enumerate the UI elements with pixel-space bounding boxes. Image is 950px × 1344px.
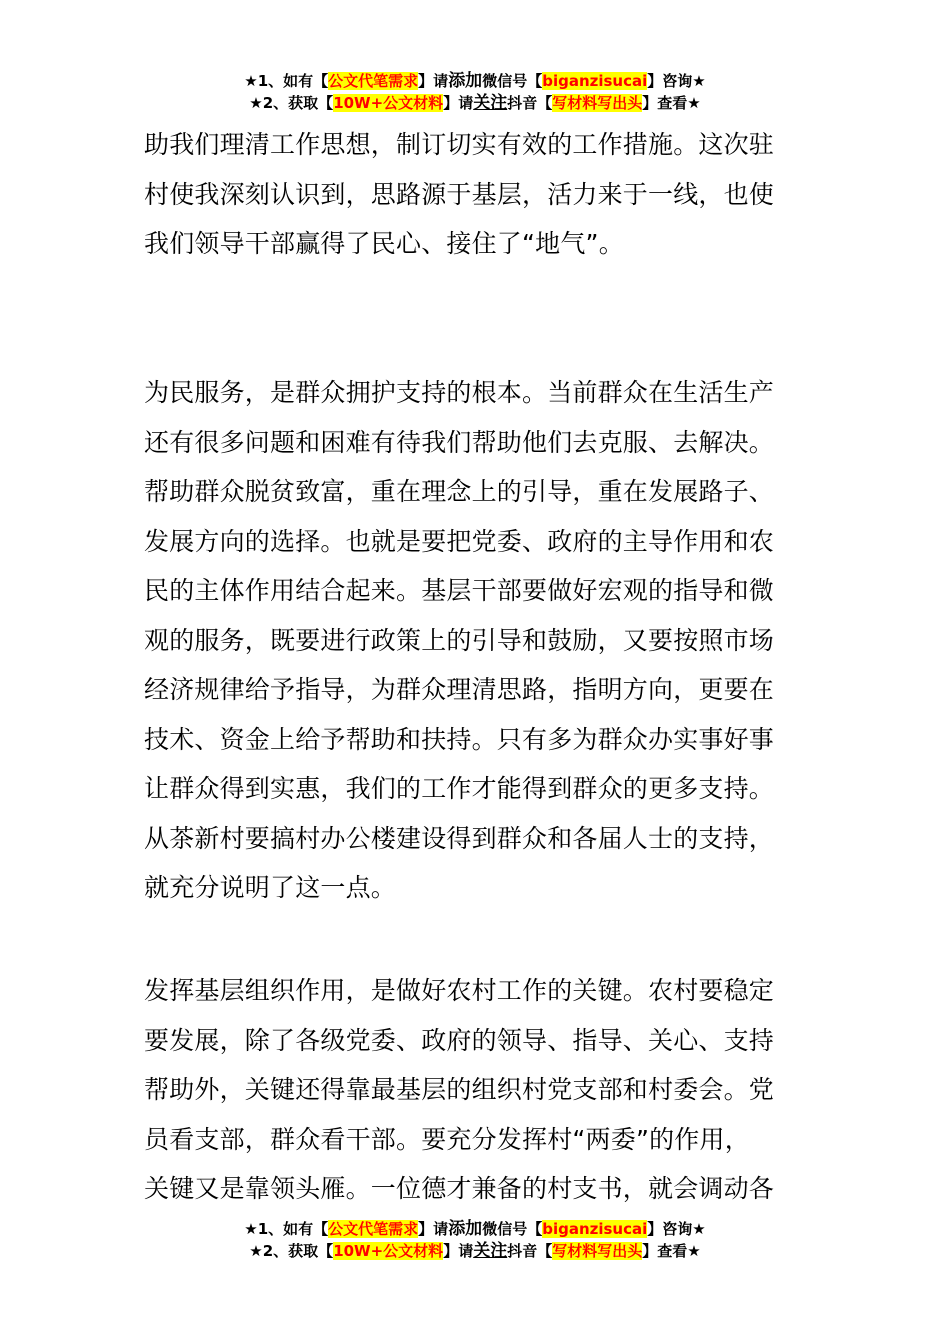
- banner-text: 】请: [418, 1220, 449, 1238]
- banner-highlight: biganzisucai: [542, 72, 648, 90]
- text-line: 村使我深刻认识到，思路源于基层，活力来于一线，也使: [144, 179, 775, 209]
- banner-highlight: 10W+公文材料: [333, 94, 444, 112]
- banner-highlight: biganzisucai: [542, 1220, 648, 1238]
- text-line: 关键又是靠领头雁。一位德才兼备的村支书，就会调动各: [144, 1174, 775, 1203]
- banner-text: 】查看★: [642, 1242, 701, 1260]
- header-banner-line-2: [0, 92, 950, 114]
- text-line: 帮助群众脱贫致富，重在理念上的引导，重在发展路子、: [144, 477, 775, 506]
- text-line: 还有很多问题和困难有待我们帮助他们去克服、去解决。: [144, 427, 775, 457]
- banner-text: 】请: [418, 72, 449, 90]
- text-line: 助我们理清工作思想，制订切实有效的工作措施。这次驻: [144, 130, 775, 159]
- footer-banner-line-1: [0, 1218, 950, 1240]
- text-line: 让群众得到实惠，我们的工作才能得到群众的更多支持。: [144, 774, 775, 803]
- text-line: 从茶新村要搞村办公楼建设得到群众和各届人士的支持，: [144, 823, 775, 853]
- banner-text: ★1、如有【: [244, 72, 329, 90]
- text-line: 民的主体作用结合起来。基层干部要做好宏观的指导和微: [144, 576, 775, 605]
- banner-text: 抖音【: [507, 1242, 553, 1260]
- text-line: 经济规律给予指导，为群众理清思路，指明方向，更要在: [144, 675, 775, 704]
- text-line: 要发展，除了各级党委、政府的领导、指导、关心、支持: [144, 1025, 775, 1055]
- banner-text: 】请: [443, 94, 474, 112]
- banner-emphasis: 添加: [448, 71, 483, 91]
- text-line: 帮助外，关键还得靠最基层的组织村党支部和村委会。党: [144, 1075, 775, 1104]
- footer-banner-line-2: [0, 1240, 950, 1262]
- banner-highlight: 公文代笔需求: [328, 1220, 419, 1238]
- text-line: 我们领导干部赢得了民心、接住了“地气”。: [144, 229, 624, 258]
- text-line: 为民服务，是群众拥护支持的根本。当前群众在生活生产: [144, 378, 775, 407]
- text-line: 发展方向的选择。也就是要把党委、政府的主导作用和农: [144, 526, 775, 556]
- footer-banner: [0, 1218, 950, 1262]
- banner-text: ★2、获取【: [249, 94, 334, 112]
- banner-highlight: 写材料写出头: [552, 1242, 643, 1260]
- banner-highlight: 写材料写出头: [552, 94, 643, 112]
- banner-highlight: 10W+公文材料: [333, 1242, 444, 1260]
- banner-text: 抖音【: [507, 94, 553, 112]
- banner-text: ★1、如有【: [244, 1220, 329, 1238]
- banner-highlight: 公文代笔需求: [328, 72, 419, 90]
- banner-text: 微信号【: [482, 1220, 543, 1238]
- text-line: 就充分说明了这一点。: [144, 873, 397, 902]
- banner-emphasis: 添加: [448, 1219, 483, 1239]
- banner-text: 】查看★: [642, 94, 701, 112]
- banner-emphasis: 关注: [473, 93, 508, 113]
- text-line: 员看支部，群众看干部。要充分发挥村“两委”的作用，: [144, 1124, 750, 1154]
- text-line: 发挥基层组织作用，是做好农村工作的关键。农村要稳定: [144, 976, 775, 1005]
- banner-emphasis: 关注: [473, 1241, 508, 1261]
- header-banner-line-1: [0, 70, 950, 92]
- header-banner: [0, 70, 950, 114]
- text-line: 技术、资金上给予帮助和扶持。只有多为群众办实事好事: [144, 724, 775, 754]
- banner-text: ★2、获取【: [249, 1242, 334, 1260]
- banner-text: 】咨询★: [647, 1220, 706, 1238]
- paragraph-1: [144, 120, 809, 269]
- banner-text: 】咨询★: [647, 72, 706, 90]
- paragraph-2: [144, 368, 809, 913]
- banner-text: 微信号【: [482, 72, 543, 90]
- text-line: 观的服务，既要进行政策上的引导和鼓励，又要按照市场: [144, 625, 775, 655]
- paragraph-3: [144, 966, 809, 1214]
- banner-text: 】请: [443, 1242, 474, 1260]
